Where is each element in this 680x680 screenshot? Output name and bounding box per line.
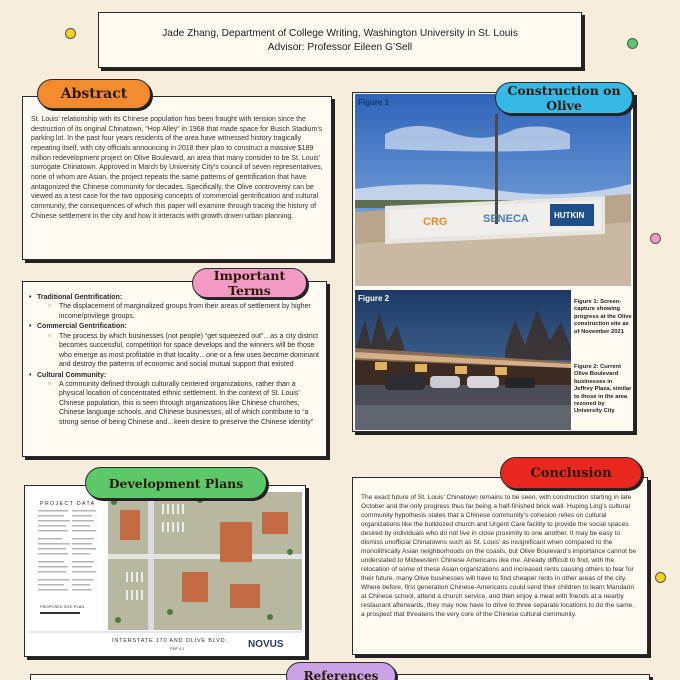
abstract-body: St. Louis’ relationship with its Chinese population has been fraught with tension since the destruction of its original Chinatown, “Hop Alley” in 1968 that made space for Busch Stadium’s parking lot. In the past four years residents of the area have witnessed history tragically repeating itself, with city officials announcing in 2018 their plan to construct a massive $189 million redevelopment project on Olive Boulevard, an area that many consider to be St. Louis’ surrogate Chinatown. Approved in March by University City’s council of seven representatives, none of whom are Asian, the project repeats the same patterns of gentrification that have antagonized the Chinese community for decades. Specifically, the Olive controversy can be viewed as a test case for the two opposing concepts of commercial gentrification and cultural community, the consequences of which this paper will examine through tracing the history of Chinese settlement in the city and how it interacts with growth driven urban planning. (31, 116, 323, 220)
term-item (29, 371, 320, 428)
figure1-caption: Figure 1: Screen-capture showing progress at the Olive construction site as of November 2021 (574, 299, 632, 335)
site-plan-drawing (30, 492, 302, 654)
novus-logo: NOVUS (248, 639, 284, 650)
conclusion-heading-text: Conclusion (530, 465, 612, 481)
sheet-number: PSP 4.1 (170, 646, 185, 651)
figure1-photo (355, 94, 631, 286)
construction-heading (495, 82, 633, 114)
site-plan-image (30, 492, 302, 654)
construction-site-image (355, 94, 631, 286)
conclusion-body: The exact future of St. Louis’ Chinatown remains to be seen, with construction starting in late October and the only progress thus far being a half-finished brick wall. Huping Ling’s cultural community hypothesis states that a Chinese community’s cohesion relies on cultural organizations like the bulldozed church and Urgent Care facility to provide the social spaces desired by individuals who do not live in close proximity to one another. It may be easy to dismiss unofficial Chinatowns such as St. Louis’ as insignificant when compared to the monolithically Asian neighborhoods on the coasts, but Olive Boulevard’s importance cannot be understated to Midwestern Chinese Americans like me. Already difficult to find, with the relocation of some of these Asian organizations and increased rents causing others to fear for their future, many Olive businesses will have to find cheaper rents in other areas of the city. Where before, first generation Chinese-Americans could send their children to learn Mandarin at Chinese school, attend a church service, and then enjoy a meal with friends at a nearby restaurant afterwards, they may now have to drive to three separate locations to do the same, a prospect that threatens the very core of the Chinese cultural community. (361, 494, 637, 619)
site-plan-label: PROPOSED SITE PLAN (40, 604, 85, 609)
light-pole (495, 114, 498, 224)
construction-heading-text: Construction on Olive (507, 83, 621, 113)
term-definition: ○ A community defined through culturally centered organizations, rather than a physical location of concentrated ethnic settlement. In the context of St. Louis’ Chinese population, this is seen through organizations like Chinese churches, Chinese language schools, and Chinese businesses, all of which contribute to “a strong sense of being Chinese and…keen desire to preserve the Chinese identity” (37, 380, 320, 427)
figure1-label: Figure 1 (358, 98, 390, 107)
site-title: INTERSTATE 170 AND OLIVE BLVD. (112, 638, 228, 644)
parked-car (467, 376, 499, 388)
decorative-dot-green (627, 38, 638, 49)
terms-heading (192, 268, 307, 298)
figure2-photo (355, 290, 571, 430)
author-line: Jade Zhang, Department of College Writing, Washington University in St. Louis (162, 27, 518, 39)
plaza-businesses-image (355, 290, 571, 430)
banner-text-seneca: SENECA (483, 213, 529, 225)
term-name: • Cultural Community: (37, 371, 107, 379)
term-name: • Commercial Gentrification: (37, 323, 127, 331)
term-definition: ○ The displacement of marginalized groups from their areas of settlement by higher income/privilege groups. (37, 302, 320, 321)
term-name: • Traditional Gentrification: (37, 294, 123, 301)
terms-list (29, 293, 320, 428)
conclusion-card (352, 477, 648, 655)
references-heading-text: References (303, 669, 379, 680)
terms-heading-text: Important Terms (213, 268, 286, 298)
term-item (29, 322, 320, 369)
conclusion-heading (500, 457, 642, 489)
term-definition: ○ The process by which businesses (not people) “get squeezed out”…as a city district becomes successful, competition for space develops and the winners will be those who emerge as most profitable in that locality…one or a few uses become dominant and destroy the patterns of economic and social mutual support that existed (37, 332, 320, 370)
references-heading (286, 662, 396, 680)
plans-heading-text: Development Plans (108, 475, 244, 491)
abstract-card (22, 96, 332, 260)
parked-car (430, 376, 460, 388)
banner-text-hutkin: HUTKIN (554, 211, 585, 220)
terms-card (22, 281, 327, 457)
abstract-heading (37, 79, 151, 109)
project-data-label: PROJECT DATA (40, 501, 96, 507)
header-card (98, 12, 582, 68)
parked-car (505, 378, 535, 388)
parked-car (385, 374, 425, 390)
plans-heading (85, 467, 267, 499)
decorative-dot-yellow (65, 28, 76, 39)
banner-text-crg: CRG (423, 216, 448, 228)
decorative-dot-yellow-2 (655, 572, 666, 583)
advisor-line: Advisor: Professor Eileen G’Sell (267, 41, 413, 53)
decorative-dot-pink (650, 233, 661, 244)
figure2-caption: Figure 2: Current Olive Boulevard businesses in Jeffrey Plaza, similar to those in the area rezoned by University City (574, 364, 632, 415)
figure2-label: Figure 2 (358, 294, 390, 303)
abstract-heading-text: Abstract (60, 86, 128, 102)
